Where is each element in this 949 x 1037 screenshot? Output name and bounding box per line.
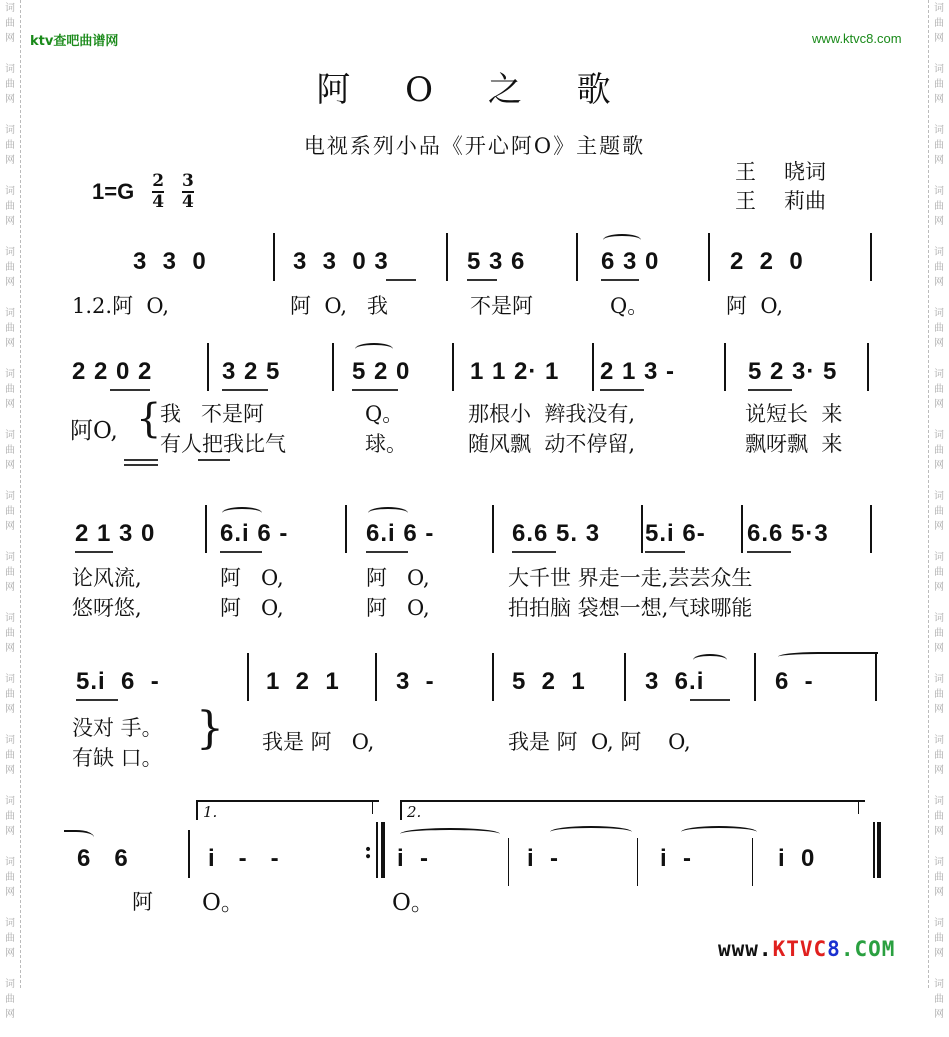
watermark-text: 词 曲 网 (5, 125, 15, 166)
measure: 5 3 6 (467, 248, 526, 275)
watermark-text: 词 曲 网 (5, 613, 15, 654)
tie-continuation (64, 830, 94, 842)
watermark-text: 词 曲 网 (934, 796, 944, 837)
measure: 6.6 5. 3 (512, 520, 601, 547)
lyric: 大千世 界走一走,芸芸众生 (508, 566, 753, 590)
time-signature-2-4: $\frac{2}{4}$ (152, 171, 165, 212)
watermark-text: 词 曲 网 (5, 735, 15, 776)
measure: 3 3 0 3 (293, 248, 389, 275)
bar-line (592, 343, 594, 391)
bar-line (508, 838, 509, 886)
underline-eighth (110, 389, 150, 391)
underline-sixteenth (690, 699, 730, 701)
lyric: 拍拍脑 袋想一想,气球哪能 (508, 596, 753, 620)
bar-line (637, 838, 638, 886)
bar-line (867, 343, 869, 391)
lyric: 说短长 来 (745, 402, 843, 426)
lyric: 阿 O, (366, 566, 430, 590)
watermark-text: 词 曲 网 (934, 308, 944, 349)
repeat-dots: : (364, 838, 373, 864)
measure: 5.i 6 - (76, 668, 160, 695)
watermark-text: 词 曲 网 (934, 857, 944, 898)
watermark-text: 词 曲 网 (934, 674, 944, 715)
measure: i - (660, 845, 692, 872)
measure: 6 - (775, 668, 814, 695)
lyric: 阿 O, (220, 566, 284, 590)
bar-line (754, 653, 756, 701)
bar-line (724, 343, 726, 391)
watermark-text: 词 曲 网 (934, 247, 944, 288)
lyric: 不是阿 (470, 294, 533, 318)
measure: 3 2 5 (222, 358, 281, 385)
measure: 5 2 3· 5 (748, 358, 838, 385)
lyric: Q。 (610, 294, 649, 318)
underline-sixteenth (512, 551, 556, 553)
watermark-text: 词 曲 网 (934, 125, 944, 166)
lyric: 飘呀飘 来 (745, 432, 843, 456)
composer: 王 莉曲 (735, 189, 826, 213)
slur (368, 507, 408, 519)
lyric: 没对 手。 (72, 716, 163, 740)
measure: i - - (208, 845, 280, 872)
watermark-text: 词 曲 网 (5, 796, 15, 837)
site-watermark-right: www.ktvc8.com (812, 31, 902, 46)
song-subtitle: 电视系列小品《开心阿O》主题歌 (303, 134, 646, 158)
measure: 3 - (396, 668, 435, 695)
bar-line (870, 505, 872, 553)
measure: 2 1 3 0 (75, 520, 156, 547)
underline-sixteenth (76, 699, 118, 701)
measure: 6 6 (77, 845, 129, 872)
volta-1: 1. (196, 800, 379, 820)
watermark-text: 词 曲 网 (934, 918, 944, 959)
tie (778, 652, 878, 664)
watermark-text: 词 曲 网 (934, 491, 944, 532)
brace: } (196, 703, 224, 754)
tie (550, 826, 632, 838)
measure: 1 2 1 (266, 668, 340, 695)
watermark-text: 词 曲 网 (5, 308, 15, 349)
lyricist: 王 晓词 (735, 160, 826, 184)
underline-eighth (600, 389, 644, 391)
bar-line (207, 343, 209, 391)
measure: 5.i 6- (645, 520, 706, 547)
underline-sixteenth (747, 551, 791, 553)
lyric: 我是 阿 O, 阿 O, (508, 730, 691, 754)
key-label: 1=G (92, 179, 135, 204)
measure: 2 2 0 (730, 248, 804, 275)
lyric-prefix: 阿O, (70, 418, 118, 444)
watermark-text: 词 曲 网 (934, 369, 944, 410)
lyric: 悠呀悠, (72, 596, 142, 620)
underline-eighth (75, 551, 113, 553)
watermark-text: 词 曲 网 (5, 64, 15, 105)
lyric: 阿 O, (726, 294, 784, 318)
repeat-barline-thin (376, 822, 378, 878)
tie (400, 828, 500, 840)
watermark-text: 词 曲 网 (934, 613, 944, 654)
bar-line (492, 653, 494, 701)
lyric: 有缺 口。 (72, 746, 163, 770)
watermark-text: 词 曲 网 (5, 430, 15, 471)
measure: 1 1 2· 1 (470, 358, 560, 385)
bar-line (708, 233, 710, 281)
watermark-text: 词 曲 网 (934, 430, 944, 471)
measure: i - (527, 845, 559, 872)
lyric: 阿 O, 我 (290, 294, 389, 318)
underline-sixteenth (366, 551, 408, 553)
brace: { (136, 396, 162, 442)
bar-line (870, 233, 872, 281)
site-watermark-left: ktv查吧曲谱网 (30, 34, 119, 49)
watermark-text: 词 曲 网 (934, 3, 944, 44)
measure: i - (397, 845, 429, 872)
measure: 3 3 0 (133, 248, 207, 275)
watermark-text: 词 曲 网 (934, 735, 944, 776)
watermark-text: 词 曲 网 (934, 552, 944, 593)
lyric: 我 不是阿 (160, 402, 265, 426)
bar-line (452, 343, 454, 391)
bar-line (273, 233, 275, 281)
lyric: 有人把我比气 (160, 432, 286, 456)
final-barline-thick (877, 822, 881, 878)
bar-line (332, 343, 334, 391)
watermark-text: 词 曲 网 (5, 918, 15, 959)
bar-line (875, 653, 877, 701)
lyric: 论风流, (72, 566, 142, 590)
tie (681, 826, 757, 838)
slur (603, 234, 641, 246)
watermark-text: 词 曲 网 (5, 674, 15, 715)
measure: 3 6.i (645, 668, 705, 695)
bar-line (641, 505, 643, 553)
underline-eighth (748, 389, 792, 391)
underline-eighth (352, 389, 398, 391)
lyric: 球。 (365, 432, 407, 456)
bar-line (247, 653, 249, 701)
measure: 5 2 0 (352, 358, 411, 385)
measure: 6.i 6 - (220, 520, 289, 547)
watermark-text: 词 曲 网 (5, 552, 15, 593)
measure: 2 2 0 2 (72, 358, 153, 385)
bar-line (446, 233, 448, 281)
lyric-underline (124, 464, 158, 466)
slur (693, 654, 727, 666)
volta-2: 2. (400, 800, 865, 820)
slur (222, 507, 262, 519)
underline-eighth (467, 279, 497, 281)
lyric: 阿 O, (220, 596, 284, 620)
watermark-text: 词 曲 网 (934, 186, 944, 227)
lyric: O。 (392, 890, 434, 916)
repeat-barline-thick (381, 822, 385, 878)
measure: 6.i 6 - (366, 520, 435, 547)
watermark-text: 词 曲 网 (5, 186, 15, 227)
lyric: 我是 阿 O, (262, 730, 375, 754)
bar-line (624, 653, 626, 701)
credits (735, 158, 826, 216)
bar-line (752, 838, 753, 886)
measure: 5 2 1 (512, 668, 586, 695)
lyric: 阿 O, (366, 596, 430, 620)
lyric-underline (124, 459, 158, 461)
lyric-underline (198, 459, 230, 461)
underline-sixteenth (220, 551, 262, 553)
lyric: 那根小 辫我没有, (468, 402, 636, 426)
underline-eighth (386, 279, 416, 281)
measure: i 0 (778, 845, 816, 872)
bar-line (741, 505, 743, 553)
underline-eighth (601, 279, 639, 281)
lyric: O。 (202, 890, 244, 916)
underline-eighth (222, 389, 268, 391)
watermark-text: 词 曲 网 (5, 247, 15, 288)
bar-line (345, 505, 347, 553)
measure: 6 3 0 (601, 248, 660, 275)
site-logo: www.KTVC8.COM (718, 937, 896, 961)
time-signature-3-4: $\frac{3}{4}$ (182, 171, 194, 212)
key-signature (92, 172, 194, 212)
watermark-text: 词 曲 网 (5, 3, 15, 44)
slur (355, 343, 393, 355)
watermark-text: 词 曲 网 (5, 979, 15, 1020)
measure: 2 1 3 - (600, 358, 676, 385)
lyric: 随风飘 动不停留, (468, 432, 636, 456)
bar-line (188, 830, 190, 878)
watermark-text: 词 曲 网 (5, 491, 15, 532)
bar-line (375, 653, 377, 701)
lyric: 阿 (132, 890, 153, 914)
measure: 6.6 5·3 (747, 520, 829, 547)
song-title: 阿 O 之 歌 (316, 70, 633, 110)
lyric: Q。 (365, 402, 404, 426)
bar-line (492, 505, 494, 553)
final-barline-thin (873, 822, 875, 878)
lyric: 1.2.阿 O, (72, 294, 170, 318)
watermark-text: 词 曲 网 (934, 979, 944, 1020)
underline-sixteenth (645, 551, 685, 553)
watermark-text: 词 曲 网 (5, 857, 15, 898)
watermark-text: 词 曲 网 (5, 369, 15, 410)
watermark-text: 词 曲 网 (934, 64, 944, 105)
bar-line (205, 505, 207, 553)
bar-line (576, 233, 578, 281)
